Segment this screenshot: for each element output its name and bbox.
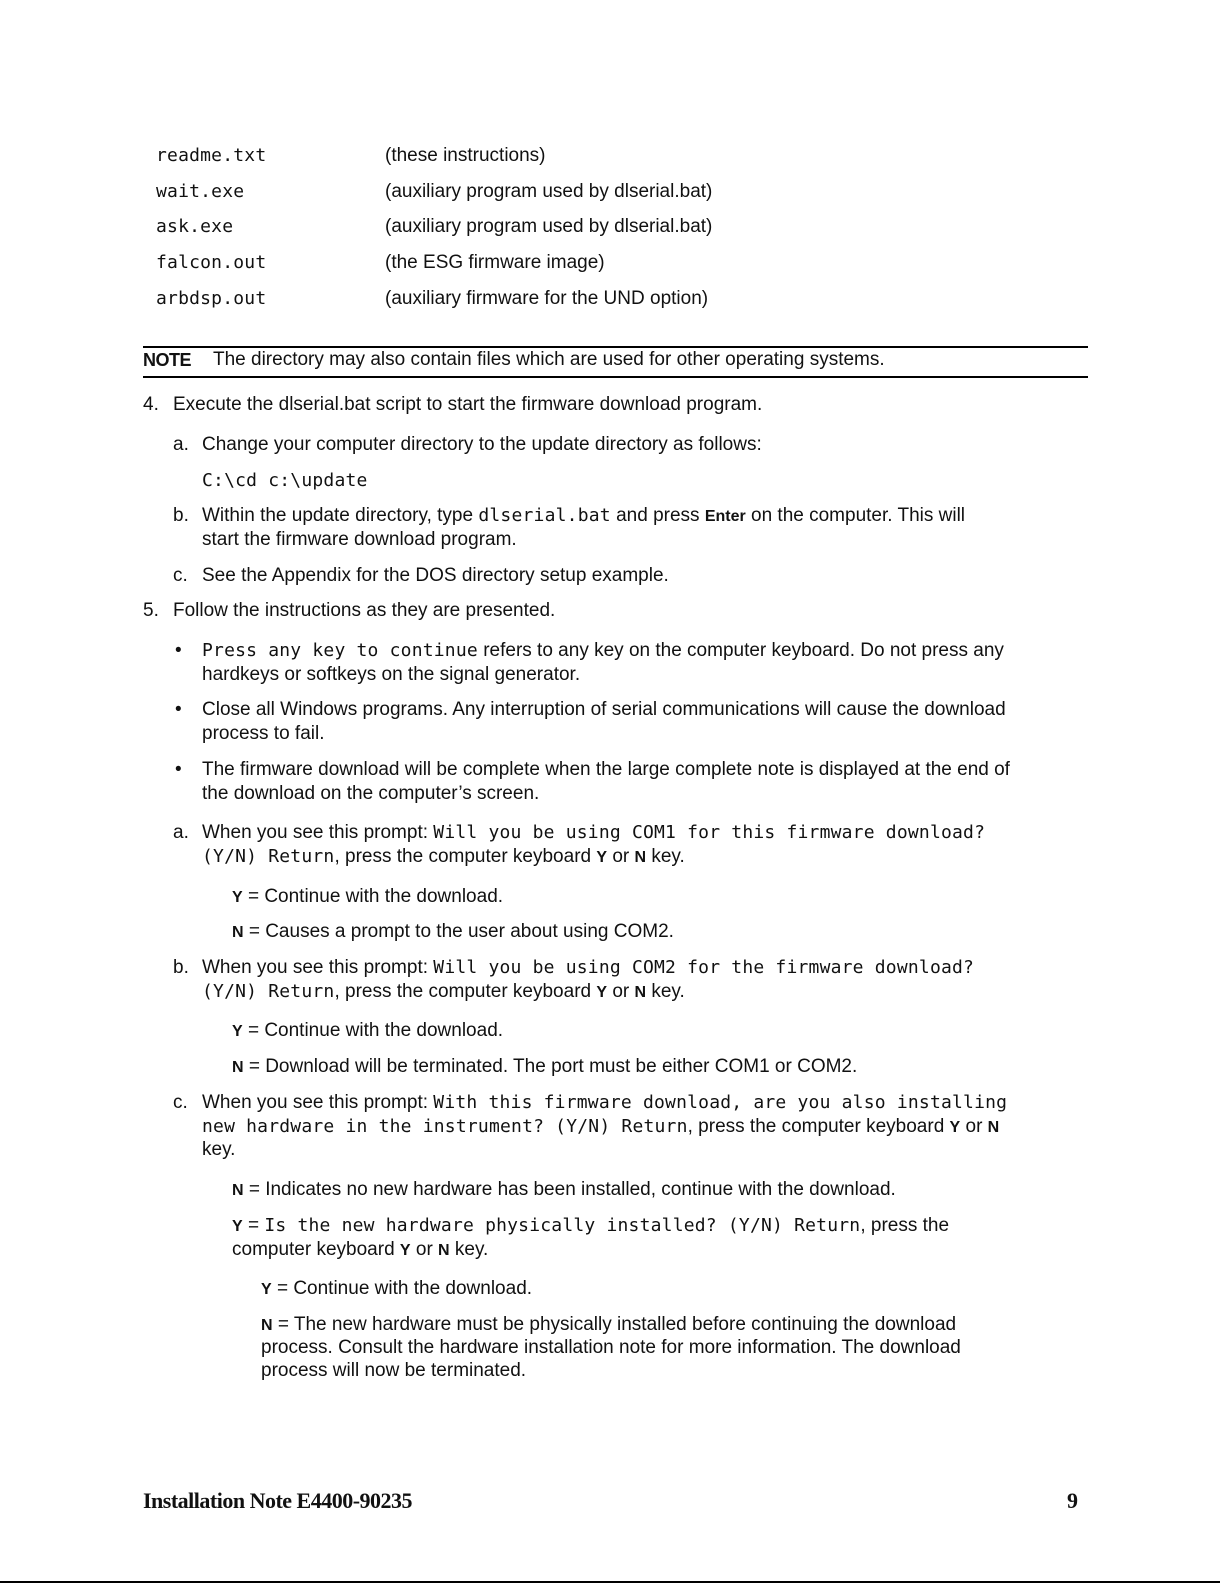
bullet-text — [202, 639, 1004, 663]
file-description: (auxiliary firmware for the UND option) — [385, 288, 709, 309]
code-filename: dlserial.bat — [478, 505, 611, 526]
key-y: Y — [232, 1218, 243, 1235]
option-y — [232, 1214, 949, 1239]
step-number: 5. — [143, 600, 159, 621]
text: = — [242, 1215, 265, 1236]
option-n — [232, 920, 674, 945]
file-description: (auxiliary program used by dlserial.bat) — [385, 181, 713, 202]
substep-text — [202, 1091, 1007, 1115]
page-number: 9 — [1067, 1488, 1078, 1513]
step-text: Follow the instructions as they are presented. — [173, 600, 556, 621]
prompt-text: With this firmware download, are you also installing — [433, 1092, 1008, 1113]
substep-marker: b. — [173, 957, 189, 978]
text: key. — [449, 1239, 489, 1260]
bullet-text-continued: hardkeys or softkeys on the signal generator. — [202, 664, 581, 685]
text: key. — [646, 981, 685, 1002]
text: on the computer. This will — [745, 505, 966, 526]
text: key. — [646, 846, 685, 867]
substep-marker: c. — [173, 565, 188, 586]
option-y-continued — [232, 1238, 488, 1263]
prompt-text: new hardware in the instrument? (Y/N) Return — [202, 1116, 688, 1137]
note — [143, 348, 191, 373]
text: or — [607, 981, 635, 1002]
footer-title: Installation Note E4400-90235 — [143, 1488, 413, 1513]
sub-option-y — [261, 1277, 532, 1302]
substep-text-continued — [202, 1115, 999, 1140]
text: or — [960, 1116, 988, 1137]
substep-text-continued — [202, 980, 685, 1005]
substep-marker: c. — [173, 1092, 188, 1113]
substep-text-continued — [202, 845, 685, 870]
bullet-text-continued: process to fail. — [202, 723, 325, 744]
key-y: Y — [949, 1119, 961, 1136]
key-y: Y — [596, 984, 608, 1001]
key-n: N — [987, 1119, 1000, 1136]
text: refers to any key on the computer keyboard. Do not press any — [477, 640, 1004, 661]
sub-option-n-continued: process will now be terminated. — [261, 1360, 527, 1381]
option-y — [232, 885, 503, 910]
prompt-text: Is the new hardware physically installed? (Y/N) Return — [264, 1215, 861, 1236]
note-label: NOTE — [143, 350, 192, 370]
text: When you see this prompt: — [202, 1092, 434, 1113]
substep-marker: a. — [173, 434, 189, 455]
option-y — [232, 1019, 503, 1044]
bullet-text: Close all Windows programs. Any interruption of serial communications will cause the download — [202, 699, 1006, 720]
note-bottom-rule — [143, 376, 1088, 378]
text: and press — [610, 505, 705, 526]
text: When you see this prompt: — [202, 822, 434, 843]
text: , press the computer keyboard — [334, 981, 597, 1002]
substep-text: See the Appendix for the DOS directory setup example. — [202, 565, 669, 586]
option-text: = Continue with the download. — [271, 1278, 533, 1299]
sub-option-n-continued: process. Consult the hardware installation note for more information. The download — [261, 1337, 961, 1358]
key-y: Y — [232, 889, 243, 906]
option-text: = Continue with the download. — [242, 886, 504, 907]
substep-text — [202, 504, 965, 529]
substep-marker: b. — [173, 505, 189, 526]
bullet-icon: • — [175, 759, 182, 780]
text: When you see this prompt: — [202, 957, 434, 978]
file-name: ask.exe — [156, 216, 234, 237]
key-n: N — [438, 1242, 450, 1259]
text: , press the computer keyboard — [334, 846, 597, 867]
key-n: N — [232, 1182, 244, 1199]
option-text: = Causes a prompt to the user about using COM2. — [243, 921, 674, 942]
substep-text — [202, 821, 985, 845]
option-text: = The new hardware must be physically installed before continuing the download — [272, 1314, 957, 1335]
file-name: readme.txt — [156, 145, 267, 166]
key-label: Enter — [704, 508, 746, 525]
file-description: (these instructions) — [385, 145, 546, 166]
bullet-text-continued: the download on the computer’s screen. — [202, 783, 540, 804]
note-text: The directory may also contain files which are used for other operating systems. — [213, 349, 885, 370]
file-name: arbdsp.out — [156, 288, 267, 309]
bullet-icon: • — [175, 699, 182, 720]
key-n: N — [261, 1317, 273, 1334]
key-n: N — [634, 849, 647, 866]
key-y: Y — [399, 1242, 411, 1259]
code-text: Press any key to continue — [202, 640, 478, 661]
text: or — [607, 846, 635, 867]
text: Within the update directory, type — [202, 505, 479, 526]
substep-text — [202, 956, 974, 980]
key-y: Y — [232, 1023, 243, 1040]
step-text: Execute the dlserial.bat script to start the firmware download program. — [173, 394, 763, 415]
prompt-text: Will you be using COM2 for the firmware download? — [433, 957, 975, 978]
command-text: C:\cd c:\update — [202, 470, 368, 491]
option-n — [232, 1055, 857, 1080]
option-text: = Download will be terminated. The port must be either COM1 or COM2. — [243, 1056, 858, 1077]
key-n: N — [634, 984, 647, 1001]
text: , press the — [860, 1215, 950, 1236]
step-number: 4. — [143, 394, 159, 415]
bullet-text: The firmware download will be complete when the large complete note is displayed at the end of — [202, 759, 1010, 780]
file-name: falcon.out — [156, 252, 267, 273]
substep-text-continued: key. — [202, 1139, 236, 1160]
text: , press the computer keyboard — [687, 1116, 950, 1137]
text: or — [410, 1239, 439, 1260]
prompt-text: Will you be using COM1 for this firmware download? — [433, 822, 986, 843]
option-text: = Continue with the download. — [242, 1020, 504, 1041]
file-description: (auxiliary program used by dlserial.bat) — [385, 216, 713, 237]
substep-text: Change your computer directory to the update directory as follows: — [202, 434, 762, 455]
key-y: Y — [596, 849, 608, 866]
prompt-text: (Y/N) Return — [202, 981, 335, 1002]
substep-text-continued: start the firmware download program. — [202, 529, 517, 550]
key-y: Y — [261, 1281, 272, 1298]
option-text: = Indicates no new hardware has been installed, continue with the download. — [243, 1179, 896, 1200]
bullet-icon: • — [175, 640, 182, 661]
key-n: N — [232, 1059, 244, 1076]
prompt-text: (Y/N) Return — [202, 846, 335, 867]
sub-option-n — [261, 1313, 956, 1338]
key-n: N — [232, 924, 244, 941]
text: computer keyboard — [232, 1239, 400, 1260]
file-description: (the ESG firmware image) — [385, 252, 605, 273]
option-n — [232, 1178, 896, 1203]
file-name: wait.exe — [156, 181, 245, 202]
substep-marker: a. — [173, 822, 189, 843]
